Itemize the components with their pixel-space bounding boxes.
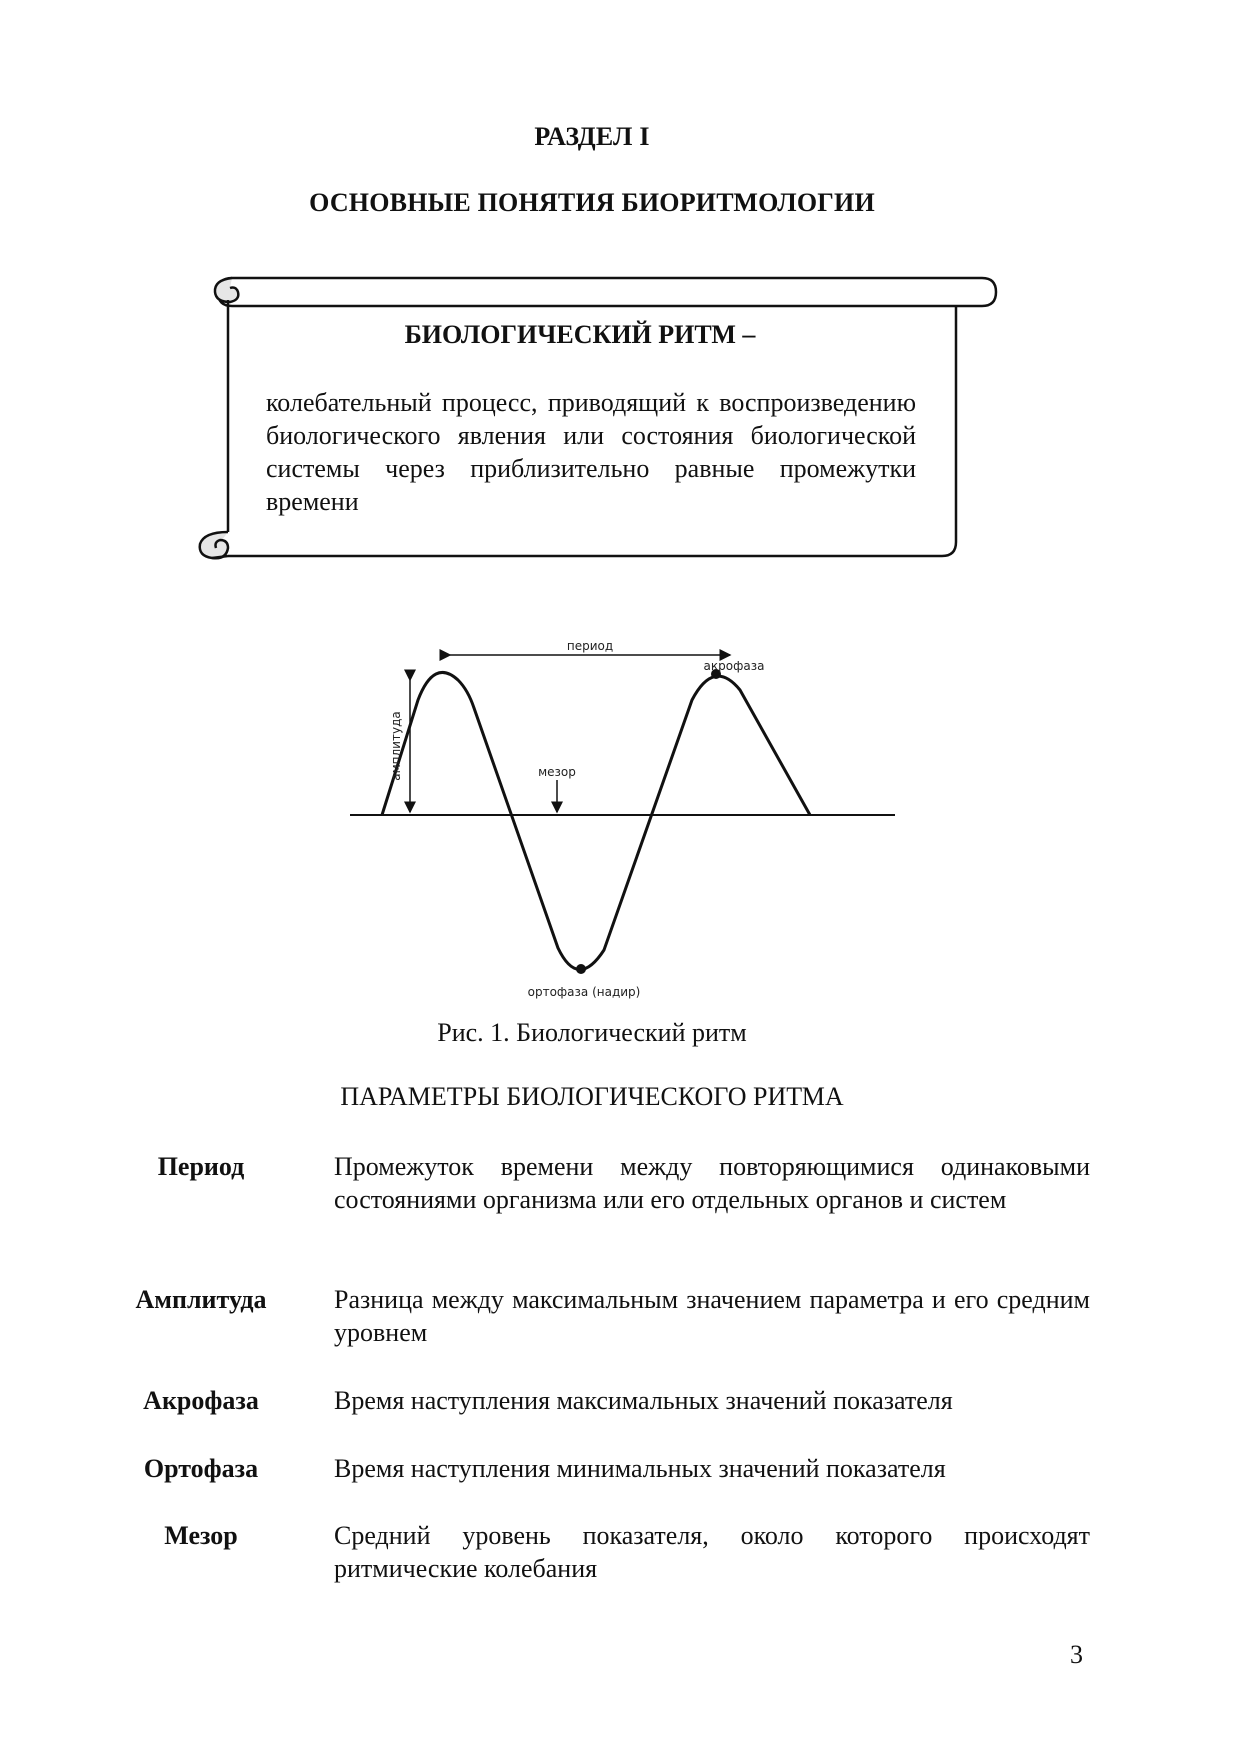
scroll-top-roll xyxy=(218,278,996,306)
parameter-term: Ортофаза xyxy=(143,1454,259,1483)
parameter-description: Время наступления максимальных значений показателя xyxy=(334,1386,953,1415)
label-acrophase: акрофаза xyxy=(703,659,765,673)
rhythm-figure xyxy=(340,590,900,1010)
definition-term: БИОЛОГИЧЕСКИЙ РИТМ – xyxy=(404,320,756,349)
page-number: 3 xyxy=(1070,1640,1083,1669)
orthophase-point xyxy=(576,964,586,974)
parameter-description: Время наступления минимальных значений показателя xyxy=(334,1454,946,1483)
label-amplitude: амплитуда xyxy=(389,711,403,781)
parameter-description: Средний уровень показателя, около которого происходят ритмические колебания xyxy=(334,1521,1090,1583)
definition-text: колебательный процесс, приводящий к воспроизведению биологического явления или состояния биологической системы через приблизительно равные промежутки времени xyxy=(266,388,916,516)
parameter-term: Акрофаза xyxy=(143,1386,259,1415)
section-heading: РАЗДЕЛ I xyxy=(534,122,650,151)
parameters-title: ПАРАМЕТРЫ БИОЛОГИЧЕСКОГО РИТМА xyxy=(340,1082,844,1111)
parameter-term: Амплитуда xyxy=(135,1285,267,1314)
page-title: ОСНОВНЫЕ ПОНЯТИЯ БИОРИТМОЛОГИИ xyxy=(309,188,875,217)
figure-caption: Рис. 1. Биологический ритм xyxy=(437,1018,747,1047)
label-mesor: мезор xyxy=(538,765,576,779)
label-orthophase: ортофаза (надир) xyxy=(527,985,641,999)
scroll-curl-bottom xyxy=(200,532,228,558)
parameter-description: Промежуток времени между повторяющимися одинаковыми состояниями организма или его отдельных органов и систем xyxy=(334,1152,1090,1214)
parameter-description: Разница между максимальным значением параметра и его средним уровнем xyxy=(334,1285,1090,1347)
label-period: период xyxy=(566,639,614,653)
scroll-curl-top xyxy=(215,278,238,302)
rhythm-curve xyxy=(382,672,810,969)
parameter-term: Период xyxy=(157,1152,245,1181)
parameter-term: Мезор xyxy=(164,1521,238,1550)
